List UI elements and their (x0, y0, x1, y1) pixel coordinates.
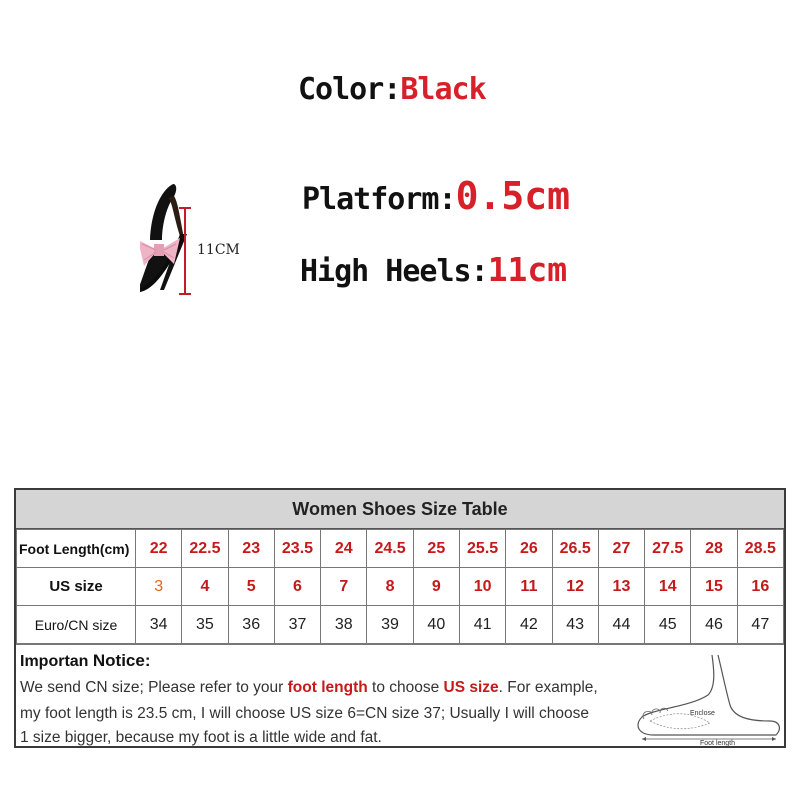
platform-label: Platform: (302, 182, 456, 217)
size-cell: 47 (737, 606, 783, 644)
platform-spec (302, 174, 570, 218)
shoe-strap (150, 184, 176, 240)
size-cell: 38 (321, 606, 367, 644)
size-cell: 23.5 (274, 530, 320, 568)
size-cell: 37 (274, 606, 320, 644)
size-cell: 34 (136, 606, 182, 644)
size-table-grid (16, 529, 784, 644)
heel-height-label: 11CM (197, 242, 240, 258)
color-spec (298, 72, 486, 107)
size-cell: 27 (598, 530, 644, 568)
size-table (14, 488, 786, 748)
foot-measure-diagram (630, 651, 784, 747)
size-cell: 44 (598, 606, 644, 644)
platform-value: 0.5cm (455, 174, 570, 218)
size-cell: 22.5 (182, 530, 228, 568)
size-cell: 27.5 (645, 530, 691, 568)
heel-value: 11cm (487, 250, 568, 289)
row-label: US size (17, 568, 136, 606)
enclose-label: Enclose (690, 710, 715, 717)
size-cell: 36 (228, 606, 274, 644)
size-cell: 14 (645, 568, 691, 606)
size-cell: 3 (136, 568, 182, 606)
size-cell: 24 (321, 530, 367, 568)
size-cell: 35 (182, 606, 228, 644)
heel-height-marker (176, 206, 194, 296)
heel-spec (300, 250, 567, 289)
size-cell: 7 (321, 568, 367, 606)
notice-line-3: 1 size bigger, because my foot is a little wide and fat. (20, 729, 382, 746)
size-cell: 42 (506, 606, 552, 644)
size-cell: 28.5 (737, 530, 783, 568)
size-cell: 26.5 (552, 530, 598, 568)
size-cell: 39 (367, 606, 413, 644)
notice-head-a: Importan (20, 653, 93, 670)
notice-highlight-foot-length: foot length (287, 679, 368, 696)
size-cell: 8 (367, 568, 413, 606)
foot-length-row (17, 530, 784, 568)
notice-heading (20, 651, 151, 671)
size-cell: 45 (645, 606, 691, 644)
size-cell: 22 (136, 530, 182, 568)
size-cell: 4 (182, 568, 228, 606)
size-cell: 24.5 (367, 530, 413, 568)
size-cell: 10 (459, 568, 505, 606)
size-cell: 41 (459, 606, 505, 644)
notice-highlight-us-size: US size (443, 679, 499, 696)
size-cell: 11 (506, 568, 552, 606)
size-cell: 5 (228, 568, 274, 606)
notice-line-2: my foot length is 23.5 cm, I will choose US size 6=CN size 37; Usually I will choose (20, 705, 589, 722)
size-cell: 28 (691, 530, 737, 568)
foot-outline (638, 655, 779, 735)
shoe-image (140, 178, 210, 298)
notice-text: to choose (367, 679, 444, 696)
size-cell: 40 (413, 606, 459, 644)
notice-text: We send CN size; Please refer to your (20, 679, 288, 696)
color-label: Color: (298, 72, 401, 107)
notice-section (16, 644, 784, 752)
size-cell: 13 (598, 568, 644, 606)
row-label: Foot Length(cm) (17, 530, 136, 568)
row-label: Euro/CN size (17, 606, 136, 644)
size-cell: 25 (413, 530, 459, 568)
size-cell: 16 (737, 568, 783, 606)
size-cell: 9 (413, 568, 459, 606)
heel-label: High Heels: (300, 254, 488, 289)
size-cell: 43 (552, 606, 598, 644)
size-cell: 46 (691, 606, 737, 644)
size-cell: 26 (506, 530, 552, 568)
notice-line-1 (20, 679, 598, 697)
notice-text: . For example, (498, 679, 598, 696)
color-value: Black (400, 72, 486, 107)
euro-size-row (17, 606, 784, 644)
size-cell: 6 (274, 568, 320, 606)
foot-length-label: Foot length (700, 740, 736, 747)
size-table-title: Women Shoes Size Table (16, 490, 784, 529)
size-cell: 23 (228, 530, 274, 568)
size-cell: 25.5 (459, 530, 505, 568)
notice-head-b: Notice: (92, 651, 151, 670)
us-size-row (17, 568, 784, 606)
size-cell: 15 (691, 568, 737, 606)
size-cell: 12 (552, 568, 598, 606)
